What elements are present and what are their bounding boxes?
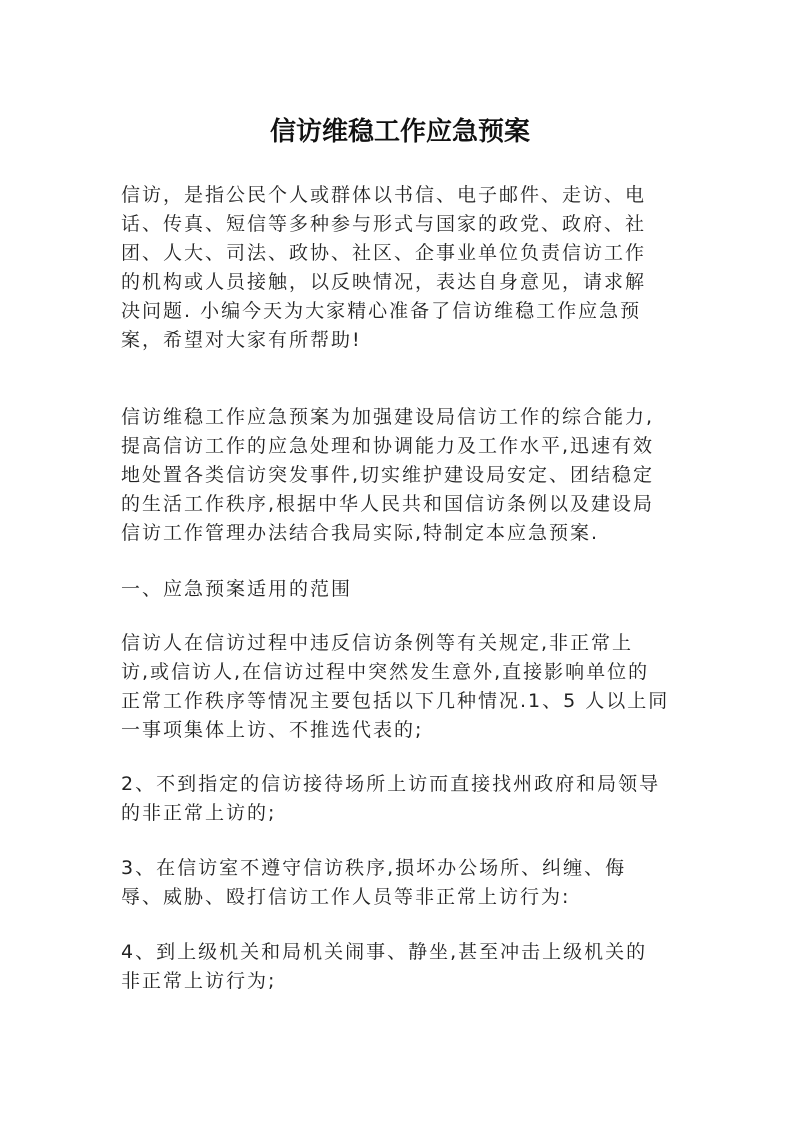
text-line: 信访维稳工作应急预案为加强建设局信访工作的综合能力, — [121, 406, 655, 428]
list-item-3 — [121, 854, 681, 912]
text-line: 案，希望对大家有所帮助! — [121, 329, 362, 351]
text-line: 团、人大、司法、政协、社区、企事业单位负责信访工作 — [121, 242, 647, 264]
section-heading: 一、应急预案适用的范围 — [121, 578, 353, 600]
text-line: 访,或信访人,在信访过程中突然发生意外,直接影响单位的 — [121, 661, 650, 683]
intro-paragraph — [121, 181, 681, 355]
text-line: 4、到上级机关和局机关闹事、静坐,甚至冲击上级机关的 — [121, 941, 648, 963]
list-item-4 — [121, 938, 681, 996]
list-item-2 — [121, 770, 681, 828]
text-line: 话、传真、短信等多种参与形式与国家的政党、政府、社 — [121, 213, 647, 235]
text-line: 2、不到指定的信访接待场所上访而直接找州政府和局领导 — [121, 773, 661, 795]
text-line: 辱、威胁、殴打信访工作人员等非正常上访行为: — [121, 886, 571, 908]
text-line: 信访，是指公民个人或群体以书信、电子邮件、走访、电 — [121, 184, 647, 206]
text-line: 的非正常上访的; — [121, 802, 277, 824]
text-line: 信访工作管理办法结合我局实际,特制定本应急预案. — [121, 522, 600, 544]
document-title: 信访维稳工作应急预案 — [269, 117, 530, 147]
text-line: 信访人在信访过程中违反信访条例等有关规定,非正常上 — [121, 632, 634, 654]
text-line: 地处置各类信访突发事件,切实维护建设局安定、团结稳定 — [121, 464, 655, 486]
text-line: 正常工作秩序等情况主要包括以下几种情况.1、5 人以上同 — [121, 690, 670, 712]
text-line: 提高信访工作的应急处理和协调能力及工作水平,迅速有效 — [121, 435, 655, 457]
text-line: 3、在信访室不遵守信访秩序,损坏办公场所、纠缠、侮 — [121, 857, 627, 879]
text-line: 一事项集体上访、不推选代表的; — [121, 719, 424, 741]
text-line: 的生活工作秩序,根据中华人民共和国信访条例以及建设局 — [121, 493, 655, 515]
text-line: 的机构或人员接触，以反映情况，表达自身意见，请求解 — [121, 271, 647, 293]
scope-paragraph — [121, 629, 681, 745]
text-line: 非正常上访行为; — [121, 970, 277, 992]
text-line: 决问题. 小编今天为大家精心准备了信访维稳工作应急预 — [121, 300, 642, 322]
purpose-paragraph — [121, 403, 681, 548]
